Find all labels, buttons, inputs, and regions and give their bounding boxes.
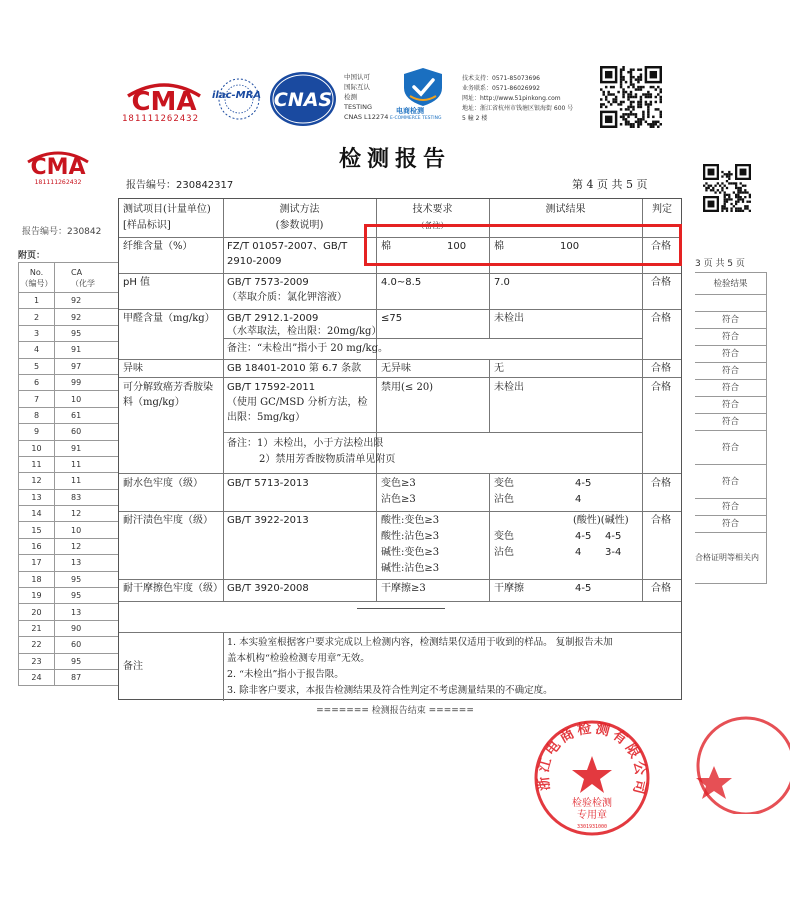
bg-row-cas: 95 <box>55 571 119 587</box>
bg-result-cell: 符合 <box>695 380 766 397</box>
water-method: GB/T 5713-2013 <box>227 478 309 489</box>
bg-result-header: 检验结果 <box>695 273 766 295</box>
rub-method: GB/T 3920-2008 <box>227 583 309 594</box>
fiber-req-value: 100 <box>447 241 467 252</box>
bg-appendix-row <box>19 653 119 669</box>
bg-row-cas: 91 <box>55 342 119 358</box>
bg-result-cell: 符合 <box>695 346 766 363</box>
bg-appendix-row <box>19 522 119 538</box>
odor-judgement: 合格 <box>651 363 671 374</box>
bg-row-no: 7 <box>19 391 55 407</box>
col-divider <box>489 359 490 377</box>
rub-result-name: 干摩擦 <box>494 583 524 594</box>
remarks-line2: 2. “未检出”指小于报告限。 <box>227 669 344 680</box>
bg-result-cell: 符合 <box>695 414 766 431</box>
bg-result-gap <box>695 295 766 312</box>
bg-row-cas: 13 <box>55 604 119 620</box>
bg-row-cas: 10 <box>55 522 119 538</box>
formaldehyde-result: 未检出 <box>494 313 524 324</box>
bg-result-cell: 符合 <box>695 431 766 465</box>
bg-appendix-row <box>19 309 119 325</box>
report-number: 报告编号：230842317 <box>126 180 234 191</box>
sweat-res1-alkali: 4-5 <box>605 531 622 542</box>
bg-result-cell: 符合 <box>695 329 766 346</box>
bg-appendix-row <box>19 391 119 407</box>
bg-appendix-row <box>19 571 119 587</box>
bg-appendix-row <box>19 669 119 685</box>
sweat-req-2: 酸性:沾色≥3 <box>381 531 440 542</box>
bg-appendix-row <box>19 473 119 489</box>
bg-appendix-table <box>18 262 119 686</box>
bg-row-no: 5 <box>19 358 55 374</box>
bg-result-note: 合格证明等相关内 <box>695 553 759 562</box>
bg-row-no: 15 <box>19 522 55 538</box>
bg-row-cas: 91 <box>55 440 119 456</box>
azo-note-line1: 备注：1）未检出，小于方法检出限 <box>227 438 384 449</box>
bg-row-no: 16 <box>19 538 55 554</box>
odor-item: 异味 <box>123 363 143 374</box>
col-divider <box>489 199 490 338</box>
col-divider <box>223 199 224 601</box>
col-divider <box>489 377 490 432</box>
bg-appendix-row <box>19 489 119 505</box>
formaldehyde-method-line2: （水萃取法，检出限：20mg/kg） <box>227 326 382 337</box>
water-res2-value: 4 <box>575 494 582 505</box>
azo-method-line3: 出限：5mg/kg） <box>227 412 306 423</box>
ph-result: 7.0 <box>494 277 510 288</box>
certification-header <box>118 66 678 138</box>
bg-row-cas: 92 <box>55 293 119 309</box>
bg-row-no: 9 <box>19 424 55 440</box>
bg-row-no: 14 <box>19 506 55 522</box>
azo-item-line1: 可分解致癌芳香胺染 <box>123 382 213 393</box>
azo-method-line2: （使用 GC/MSD 分析方法，检 <box>227 397 368 408</box>
sweat-res1-name: 变色 <box>494 531 514 542</box>
background-page-left <box>14 138 124 698</box>
bg-row-no: 18 <box>19 571 55 587</box>
water-item: 耐水色牢度（级） <box>123 478 203 489</box>
ph-requirement: 4.0~8.5 <box>381 277 422 288</box>
water-req-1: 变色≥3 <box>381 478 416 489</box>
bg-appendix-row <box>19 342 119 358</box>
star-icon <box>572 756 612 793</box>
ph-method-line1: GB/T 7573-2009 <box>227 277 309 288</box>
odor-method: GB 18401-2010 第 6.7 条款 <box>227 363 362 374</box>
sweat-method: GB/T 3922-2013 <box>227 515 309 526</box>
qr-code <box>600 66 662 128</box>
formaldehyde-note: 备注：“未检出”指小于 20 mg/kg。 <box>227 343 389 354</box>
bg-row-cas: 95 <box>55 588 119 604</box>
ph-method-line2: （萃取介质：氯化钾溶液） <box>227 292 347 303</box>
svg-text:CMA: CMA <box>30 155 86 180</box>
remarks-line1: 1. 本实验室根据客户要求完成以上检测内容，检测结果仅适用于收到的样品。 复制报告未加 <box>227 637 613 648</box>
separator-line <box>357 608 445 609</box>
azo-item-line2: 料（mg/kg） <box>123 397 185 408</box>
formaldehyde-method-line1: GB/T 2912.1-2009 <box>227 313 319 324</box>
report-end-mark: ======= 检测报告结束 ====== <box>316 706 474 716</box>
bg-row-cas: 12 <box>55 538 119 554</box>
header-judgement: 判定 <box>652 204 672 215</box>
bg-appendix-row <box>19 374 119 390</box>
header-method: 测试方法 <box>279 204 320 215</box>
bg-row-no: 13 <box>19 489 55 505</box>
cnas-logo <box>268 70 338 128</box>
fiber-method-line2: 2910-2009 <box>227 256 282 267</box>
bg-result-cell: 符合 <box>695 312 766 329</box>
bg-row-cas: 95 <box>55 653 119 669</box>
bg-page-info: 3 页 共 5 页 <box>695 259 745 269</box>
bg-result-column <box>695 272 767 584</box>
header-item: 测试项目(计量单位) <box>123 204 211 215</box>
cma-logo <box>122 76 206 124</box>
bg-appendix-row <box>19 637 119 653</box>
ph-item: pH 值 <box>123 277 151 288</box>
background-page-right <box>695 160 790 760</box>
header-method-sub: (参数说明) <box>275 220 324 231</box>
bg-row-no: 17 <box>19 555 55 571</box>
formaldehyde-judgement: 合格 <box>651 313 671 324</box>
water-res2-name: 沾色 <box>494 494 514 505</box>
bg-col-cas: CA （化学 <box>55 263 119 293</box>
svg-text:CNAS: CNAS <box>273 89 333 111</box>
bg-row-cas: 12 <box>55 506 119 522</box>
bg-row-no: 21 <box>19 620 55 636</box>
water-res1-name: 变色 <box>494 478 514 489</box>
svg-text:检验检测: 检验检测 <box>572 798 612 809</box>
cma-number: 181111262432 <box>122 114 200 124</box>
bg-row-cas: 60 <box>55 637 119 653</box>
bg-col-no: No. （编号） <box>19 263 55 293</box>
bg-row-cas: 87 <box>55 669 119 685</box>
bg-appendix-row <box>19 325 119 341</box>
bg-result-cell: 符合 <box>695 363 766 380</box>
bg-appendix-row <box>19 407 119 423</box>
test-results-table <box>118 198 682 700</box>
azo-judgement: 合格 <box>651 382 671 393</box>
water-res1-value: 4-5 <box>575 478 592 489</box>
svg-text:CMA: CMA <box>131 87 197 114</box>
bg-appendix-row <box>19 506 119 522</box>
page-info: 第 4 页 共 5 页 <box>572 178 648 191</box>
fiber-req-name: 棉 <box>381 241 391 252</box>
formaldehyde-item: 甲醛含量（mg/kg） <box>123 313 215 324</box>
bg-result-cell: 符合 <box>695 397 766 414</box>
rub-requirement: 干摩擦≥3 <box>381 583 426 594</box>
bg-row-cas: 60 <box>55 424 119 440</box>
water-judgement: 合格 <box>651 478 671 489</box>
bg-row-cas: 95 <box>55 325 119 341</box>
sweat-result-header: (酸性)(碱性) <box>573 515 629 526</box>
bg-row-no: 4 <box>19 342 55 358</box>
bg-row-cas: 11 <box>55 456 119 472</box>
sweat-judgement: 合格 <box>651 515 671 526</box>
bg-row-cas: 99 <box>55 374 119 390</box>
formaldehyde-requirement: ≤75 <box>381 313 403 324</box>
ph-judgement: 合格 <box>651 277 671 288</box>
remarks-label: 备注 <box>123 661 143 672</box>
ecommerce-testing-logo: 电商检测 E-COMMERCE TESTING <box>390 66 456 130</box>
odor-requirement: 无异味 <box>381 363 411 374</box>
bg-row-no: 8 <box>19 407 55 423</box>
bg-row-cas: 90 <box>55 620 119 636</box>
col-divider <box>223 632 224 701</box>
bg-row-cas: 92 <box>55 309 119 325</box>
partial-seal <box>692 714 790 814</box>
bg-appendix-row <box>19 456 119 472</box>
fiber-result-value: 100 <box>560 241 580 252</box>
bg-result-cell: 符合 <box>695 465 766 499</box>
fiber-content-highlight <box>364 224 682 266</box>
bg-appendix-row <box>19 293 119 309</box>
bg-appendix-row <box>19 555 119 571</box>
bg-row-no: 11 <box>19 456 55 472</box>
bg-row-no: 22 <box>19 637 55 653</box>
accreditation-text: 中国认可 国际互认 检测 TESTING CNAS L12274 <box>344 73 389 121</box>
col-divider <box>489 473 490 601</box>
bg-appendix-row <box>19 440 119 456</box>
bg-row-cas: 13 <box>55 555 119 571</box>
bg-row-cas: 83 <box>55 489 119 505</box>
bg-row-no: 6 <box>19 374 55 390</box>
bg-row-no: 24 <box>19 669 55 685</box>
bg-appendix-label: 附页： <box>18 251 46 261</box>
bg-result-cell: 符合 <box>695 516 766 533</box>
bg-row-cas: 11 <box>55 473 119 489</box>
azo-result: 未检出 <box>494 382 524 393</box>
bg-row-cas: 61 <box>55 407 119 423</box>
shield-check-icon <box>390 66 456 106</box>
svg-text:3301931000: 3301931000 <box>576 824 608 830</box>
header-requirement: 技术要求 <box>412 204 453 215</box>
remarks-line1b: 盖本机构“检验检测专用章”无效。 <box>227 653 370 664</box>
bg-row-cas: 10 <box>55 391 119 407</box>
sweat-req-1: 酸性:变色≥3 <box>381 515 440 526</box>
rub-judgement: 合格 <box>651 583 671 594</box>
bg-row-no: 20 <box>19 604 55 620</box>
sweat-req-4: 碱性:沾色≥3 <box>381 563 440 574</box>
ilac-mra-logo: ilac-MRA <box>212 76 266 122</box>
fiber-judgement: 合格 <box>651 241 671 252</box>
bg-row-no: 23 <box>19 653 55 669</box>
bg-appendix-row <box>19 604 119 620</box>
remarks-line3: 3. 除非客户要求，本报告检测结果及符合性判定不考虑测量结果的不确定度。 <box>227 685 553 696</box>
fiber-result-name: 棉 <box>494 241 504 252</box>
sweat-res2-alkali: 3-4 <box>605 547 622 558</box>
svg-text:专用章: 专用章 <box>577 810 607 821</box>
bg-row-no: 2 <box>19 309 55 325</box>
azo-method-line1: GB/T 17592-2011 <box>227 382 316 393</box>
bg-row-no: 12 <box>19 473 55 489</box>
official-seal <box>532 718 652 838</box>
bg-report-number: 报告编号：230842 <box>22 227 102 237</box>
bg-appendix-row <box>19 538 119 554</box>
rub-result-value: 4-5 <box>575 583 592 594</box>
bg-appendix-row <box>19 424 119 440</box>
azo-note-line2: 2）禁用芳香胺物质清单见附页 <box>259 454 396 465</box>
sweat-res2-acid: 4 <box>575 547 582 558</box>
header-requirement-sub: （备注） <box>416 221 449 230</box>
contact-info: 技术支持：0571-85073696 业务联系：0571-86026992 网址：http://www.51pinkong.com 地址：浙江省杭州市钱塘区银海街 600 号 5 幢 2 楼 <box>462 75 574 122</box>
svg-text:浙江电商检测有限公司: 浙江电商检测有限公司 <box>535 720 649 799</box>
fiber-item: 纤维含量（%） <box>123 241 193 252</box>
sweat-res1-acid: 4-5 <box>575 531 592 542</box>
header-item-sub: [样品标识] <box>123 220 171 231</box>
bg-appendix-row <box>19 588 119 604</box>
water-req-2: 沾色≥3 <box>381 494 416 505</box>
sweat-req-3: 碱性:变色≥3 <box>381 547 440 558</box>
bg-row-cas: 97 <box>55 358 119 374</box>
svg-text:181111262432: 181111262432 <box>34 178 82 186</box>
bg-appendix-row <box>19 620 119 636</box>
bg-row-no: 3 <box>19 325 55 341</box>
odor-result: 无 <box>494 363 504 374</box>
bg-row-no: 19 <box>19 588 55 604</box>
azo-requirement: 禁用(≤ 20) <box>381 382 434 393</box>
sweat-res2-name: 沾色 <box>494 547 514 558</box>
bg-appendix-row <box>19 358 119 374</box>
sweat-item: 耐汗渍色牢度（级） <box>123 515 213 526</box>
rub-item: 耐干摩擦色牢度（级） <box>123 583 223 594</box>
bg-row-no: 10 <box>19 440 55 456</box>
bg-row-no: 1 <box>19 293 55 309</box>
header-result: 测试结果 <box>545 204 586 215</box>
fiber-method-line1: FZ/T 01057-2007、GB/T <box>227 241 348 252</box>
report-title: 检测报告 <box>338 146 451 172</box>
bg-result-cell: 符合 <box>695 499 766 516</box>
